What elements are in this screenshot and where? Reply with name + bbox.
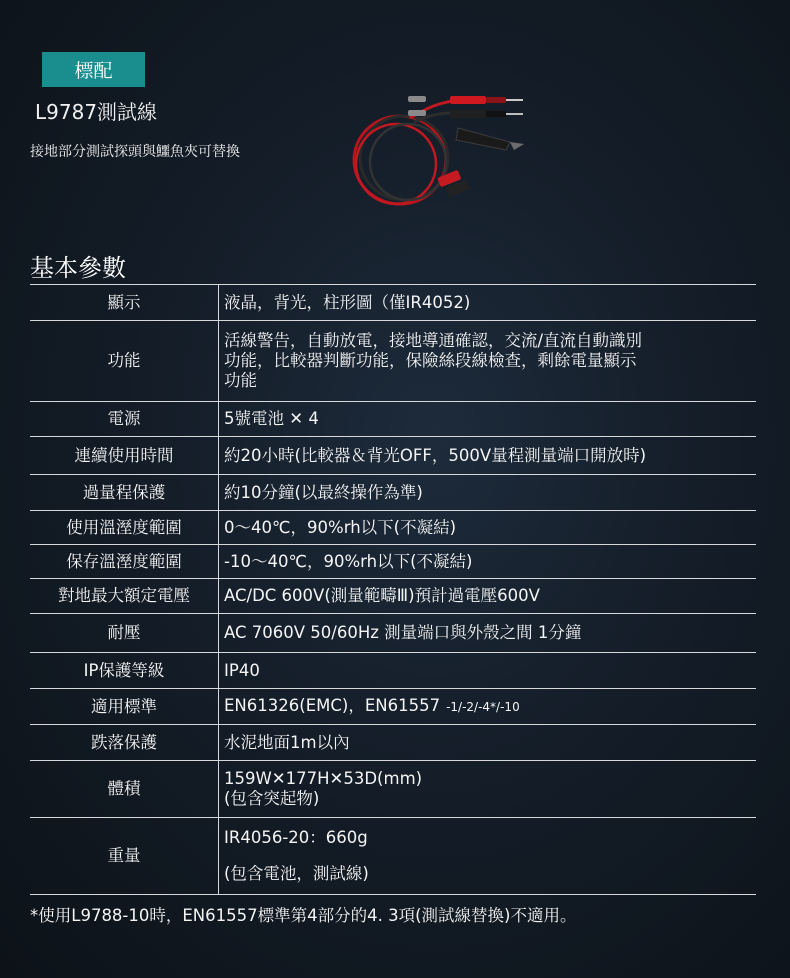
spec-value: IP40 bbox=[219, 653, 757, 689]
spec-label: 保存溫溼度範圍 bbox=[30, 545, 219, 579]
table-row bbox=[30, 725, 756, 761]
spec-value: AC 7060V 50/60Hz 測量端口與外殼之間 1分鐘 bbox=[219, 614, 757, 653]
table-row bbox=[30, 689, 756, 725]
spec-label: IP保護等級 bbox=[30, 653, 219, 689]
table-row bbox=[30, 402, 756, 437]
table-row bbox=[30, 761, 756, 818]
table-row bbox=[30, 545, 756, 579]
spec-label: 體積 bbox=[30, 761, 219, 818]
spec-label: 電源 bbox=[30, 402, 219, 437]
spec-value: 約10分鐘(以最終操作為準) bbox=[219, 475, 757, 511]
table-row bbox=[30, 614, 756, 653]
table-row bbox=[30, 475, 756, 511]
model-name: L9787測試線 bbox=[35, 100, 158, 124]
table-row bbox=[30, 653, 756, 689]
spec-table bbox=[30, 284, 756, 895]
spec-value: 液晶，背光，柱形圖（僅IR4052) bbox=[219, 285, 757, 321]
table-row bbox=[30, 285, 756, 321]
model-description: 接地部分測試探頭與鱷魚夾可替換 bbox=[30, 144, 240, 160]
table-row bbox=[30, 579, 756, 614]
section-title: 基本參數 bbox=[30, 254, 126, 282]
spec-value: IR4056-20：660g (包含電池，測試線) bbox=[219, 818, 757, 895]
spec-label: 重量 bbox=[30, 818, 219, 895]
test-leads-image bbox=[338, 88, 538, 218]
spec-value: 活線警告，自動放電，接地導通確認，交流/直流自動識別 功能，比較器判斷功能，保險絲段線檢查，剩餘電量顯示 功能 bbox=[219, 321, 757, 402]
table-row bbox=[30, 437, 756, 475]
spec-label: 連續使用時間 bbox=[30, 437, 219, 475]
spec-value: EN61326(EMC)，EN61557 -1/-2/-4*/-10 bbox=[219, 689, 757, 725]
spec-value: 5號電池 ✕ 4 bbox=[219, 402, 757, 437]
spec-label: 適用標準 bbox=[30, 689, 219, 725]
spec-label: 耐壓 bbox=[30, 614, 219, 653]
standard-accessory-badge: 標配 bbox=[42, 52, 145, 87]
spec-label: 過量程保護 bbox=[30, 475, 219, 511]
table-row bbox=[30, 818, 756, 895]
spec-label: 顯示 bbox=[30, 285, 219, 321]
spec-value: 約20小時(比較器＆背光OFF，500V量程測量端口開放時) bbox=[219, 437, 757, 475]
footnote: *使用L9788-10時，EN61557標準第4部分的4. 3項(測試線替換)不適用。 bbox=[30, 906, 577, 925]
table-row bbox=[30, 321, 756, 402]
spec-value: 水泥地面1m以內 bbox=[219, 725, 757, 761]
spec-label: 對地最大額定電壓 bbox=[30, 579, 219, 614]
spec-value: 0～40℃，90%rh以下(不凝結) bbox=[219, 511, 757, 545]
standard-parts: -1/-2/-4*/-10 bbox=[446, 700, 520, 714]
spec-label: 功能 bbox=[30, 321, 219, 402]
spec-value: -10～40℃，90%rh以下(不凝結) bbox=[219, 545, 757, 579]
spec-label: 使用溫溼度範圍 bbox=[30, 511, 219, 545]
spec-value: 159W✕177H✕53D(mm) (包含突起物) bbox=[219, 761, 757, 818]
table-row bbox=[30, 511, 756, 545]
spec-value: AC/DC 600V(測量範疇Ⅲ)預計過電壓600V bbox=[219, 579, 757, 614]
spec-label: 跌落保護 bbox=[30, 725, 219, 761]
